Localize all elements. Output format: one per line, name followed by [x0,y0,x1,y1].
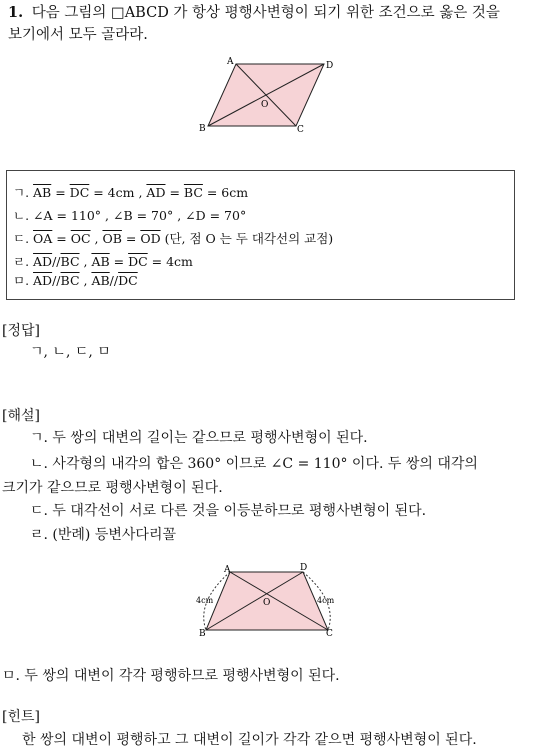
segment-name: $\overline{AB}$ [91,254,110,269]
vertex-label-b: B [199,124,206,134]
segment-name: $\overline{AD}$ [33,273,53,288]
vertex-label-a: A [227,57,234,67]
choice-text: = 4cm [147,254,193,269]
choice-mark: ㄹ. [13,254,34,269]
choice-text: = 4cm , [89,185,147,200]
segment-name: $\overline{DC}$ [69,185,90,200]
segment-name: $\overline{AB}$ [33,185,52,200]
choice-mark: ㅁ. [13,273,34,288]
hint-text: 한 쌍의 대변이 평행하고 그 대변이 길이가 각각 같으면 평행사변형이 된다. [22,732,477,748]
right-length-label: 4cm [317,596,335,605]
segment-name: $\overline{BC}$ [183,185,203,200]
vertex-label-c: C [326,629,333,639]
choice-text: // [109,273,119,288]
segment-name: $\overline{OD}$ [140,231,161,246]
left-length-label: 4cm [196,596,214,605]
vertex-label-d: D [326,61,334,71]
segment-name: $\overline{AD}$ [146,185,166,200]
segment-name: $\overline{OC}$ [70,231,91,246]
answer-heading: [정답] [2,323,40,339]
choice-text: = [121,231,141,246]
choice-2 [13,208,246,224]
vertex-label-c: C [297,125,304,135]
center-label-o: O [263,598,271,608]
choice-mark: ㄷ. [13,231,34,246]
choice-text: , [79,254,92,269]
vertex-label-d: D [300,563,308,573]
choices-box [6,170,515,300]
choice-text: = [52,231,71,246]
solution-heading: [해설] [2,408,40,424]
choice-4 [13,254,193,270]
choice-mark: ㄱ. [13,185,34,200]
choice-5 [13,273,138,289]
choice-text: ∠A = 110° , ∠B = 70° , ∠D = 70° [33,208,247,223]
segment-name: $\overline{DC}$ [128,254,148,269]
choice-3 [13,231,333,247]
parallelogram-figure [190,52,350,138]
vertex-label-b: B [199,629,206,639]
segment-name: $\overline{BC}$ [60,254,80,269]
question-text: 다음 그림의 □ABCD 가 항상 평행사변형이 되기 위한 조건으로 옳은 것을 [31,5,500,21]
choice-text: , [79,273,92,288]
choice-text: = 6cm [202,185,249,200]
solution-line-4: ㄷ. 두 대각선이 서로 다른 것을 이등분하므로 평행사변형이 된다. [30,503,427,519]
solution-line-6: ㅁ. 두 쌍의 대변이 각각 평행하므로 평행사변형이 된다. [2,668,340,684]
solution-line-3: 크기가 같으므로 평행사변형이 된다. [2,480,223,496]
choice-text: , [90,231,103,246]
choice-1 [13,185,248,201]
segment-name: $\overline{OA}$ [33,231,53,246]
choice-text: // [52,273,61,288]
choice-text: = [165,185,184,200]
segment-name: $\overline{BC}$ [60,273,80,288]
trapezoid-figure [190,560,350,646]
vertex-label-a: A [224,565,231,575]
question-number: 1. [8,4,24,21]
solution-line-2: ㄴ. 사각형의 내각의 합은 360° 이므로 ∠C = 110° 이다. 두 쌍의 대각의 [30,456,478,472]
question-line-2: 보기에서 모두 골라라. [8,27,148,43]
answer-text: ㄱ, ㄴ, ㄷ, ㅁ [30,344,111,360]
segment-name: $\overline{DC}$ [118,273,138,288]
segment-name: $\overline{AB}$ [91,273,110,288]
choice-mark: ㄴ. [13,208,34,223]
choice-text: // [52,254,61,269]
segment-name: $\overline{AD}$ [33,254,53,269]
choice-text: = [109,254,129,269]
choice-text: (단, 점 O 는 두 대각선의 교점) [160,231,334,246]
question-line-1 [8,2,500,24]
center-label-o: O [261,100,269,110]
choice-text: = [51,185,70,200]
hint-heading: [힌트] [2,709,40,725]
solution-line-1: ㄱ. 두 쌍의 대변의 길이는 같으므로 평행사변형이 된다. [30,430,368,446]
solution-line-5: ㄹ. (반례) 등변사다리꼴 [30,527,176,543]
segment-name: $\overline{OB}$ [102,231,122,246]
